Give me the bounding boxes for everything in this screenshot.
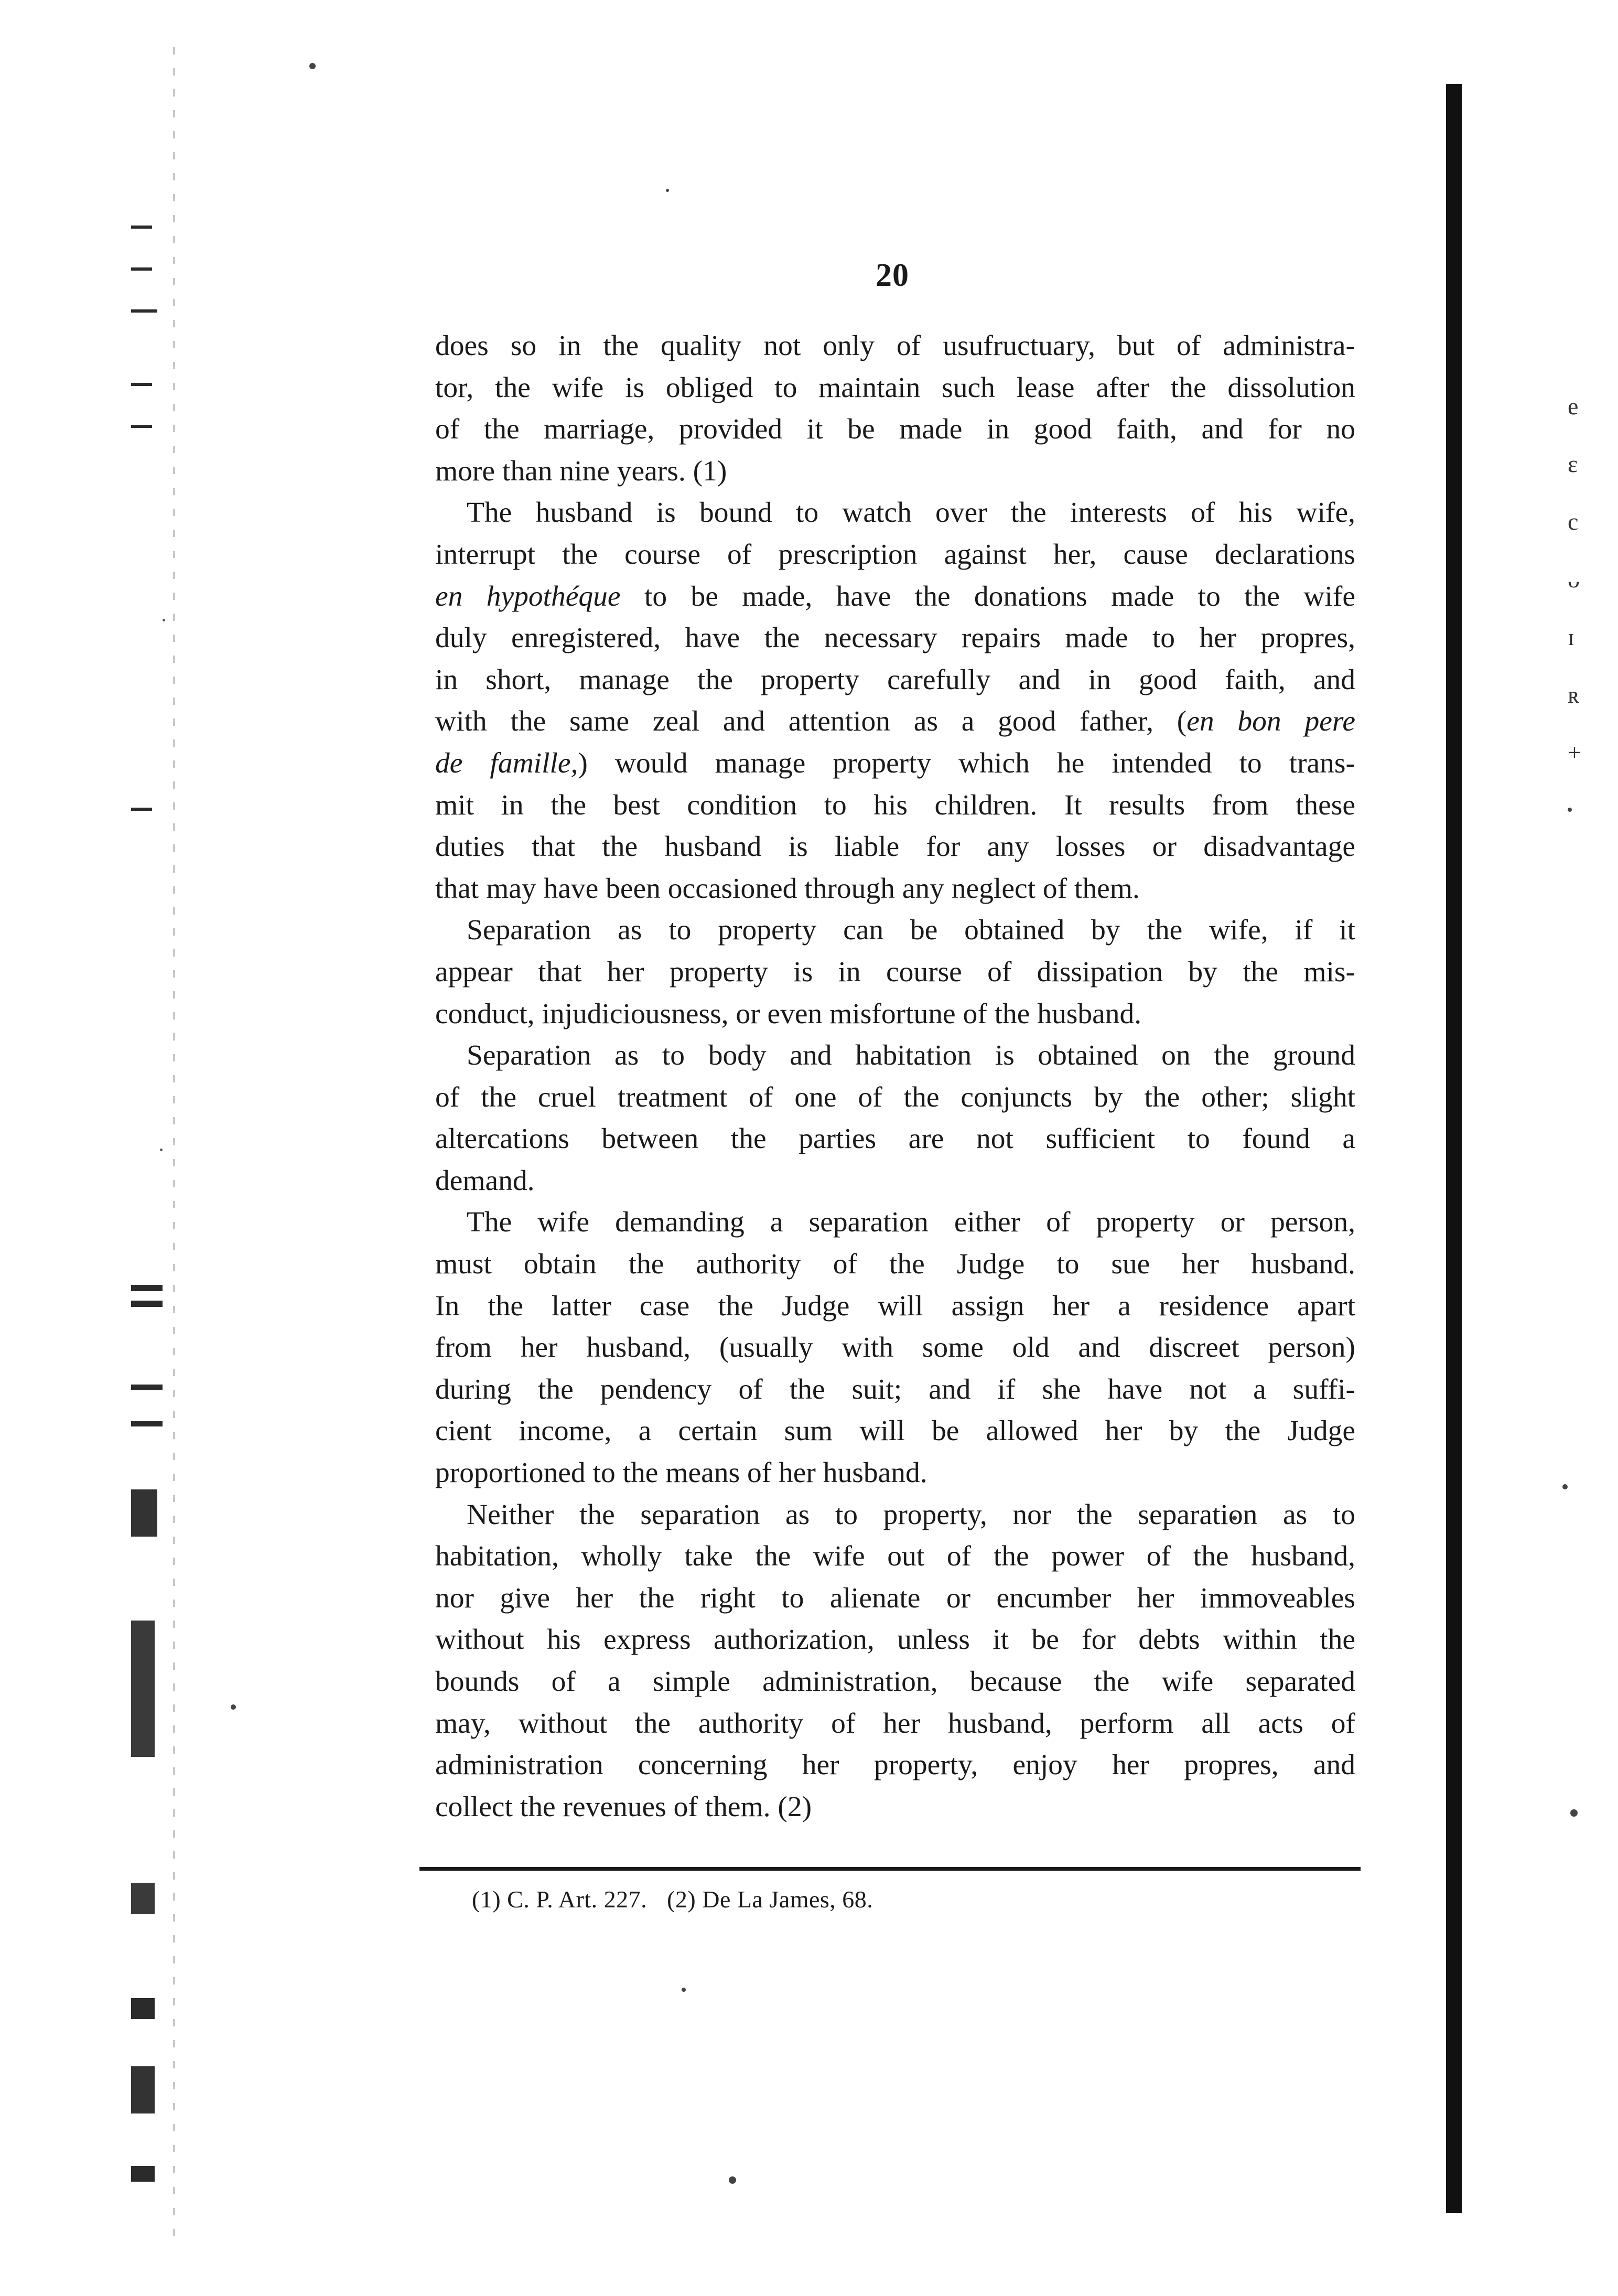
page-edge-shadow (1446, 84, 1462, 2213)
bleed-char: ε (1568, 450, 1578, 477)
text-line: Separation as to body and habitation is obtained on the ground (467, 1039, 1355, 1072)
dust-speck (1568, 808, 1572, 812)
dust-speck (1570, 1809, 1578, 1817)
footnote-2: (2) De La James, 68. (667, 1886, 873, 1913)
text-line: from her husband, (usually with some old and discreet person) (435, 1332, 1355, 1364)
text-line: of the cruel treatment of one of the conjuncts by the other; slight (435, 1081, 1355, 1113)
text-line (435, 743, 1355, 785)
gutter-mark (131, 425, 152, 428)
text-line: collect the revenues of them. (2) (435, 1790, 812, 1823)
binding-thread-artifact (173, 47, 175, 2245)
text-line: conduct, injudiciousness, or even misfortune of the husband. (435, 997, 1142, 1030)
bleed-char: ɪ (1568, 624, 1574, 650)
gutter-mark (131, 226, 152, 229)
text-line: habitation, wholly take the wife out of the power of the husband, (435, 1540, 1355, 1573)
gutter-mark (131, 1285, 163, 1291)
bleed-through-text (1568, 378, 1589, 781)
page-number: 20 (876, 258, 909, 293)
text-line: tor, the wife is obliged to maintain such lease after the dissolution (435, 371, 1355, 404)
text-line: during the pendency of the suit; and if she have not a suffi- (435, 1373, 1355, 1406)
text-line: In the latter case the Judge will assign her a residence apart (435, 1290, 1355, 1322)
text-line: cient income, a certain sum will be allowed her by the Judge (435, 1415, 1355, 1447)
italic-phrase: en bon pere (1186, 705, 1355, 738)
dust-speck (682, 1988, 686, 1992)
text-fragment: with the same zeal and attention as a good father, ( (435, 705, 1187, 738)
text-line: The wife demanding a separation either of property or person, (467, 1206, 1355, 1239)
text-line: nor give her the right to alienate or encumber her immoveables (435, 1582, 1355, 1614)
gutter-mark (131, 383, 152, 386)
italic-phrase: en hypothéque (435, 580, 621, 613)
text-line: in short, manage the property carefully and in good faith, and (435, 663, 1355, 696)
text-line (435, 576, 1355, 618)
dust-speck (729, 2176, 736, 2184)
gutter-mark (131, 1421, 163, 1426)
footnotes (472, 1883, 887, 1916)
text-line: must obtain the authority of the Judge to sue her husband. (435, 1248, 1355, 1281)
body-text (435, 325, 1355, 1828)
gutter-mark (131, 309, 157, 313)
text-line: proportioned to the means of her husband. (435, 1457, 927, 1489)
text-line: administration concerning her property, enjoy her propres, and (435, 1749, 1355, 1782)
footnote-1: (1) C. P. Art. 227. (472, 1886, 648, 1913)
footnote-divider (419, 1867, 1361, 1871)
bleed-char: ᴗ (1568, 566, 1580, 593)
bleed-char: ʀ (1568, 681, 1580, 708)
text-line: mit in the best condition to his children. It results from these (435, 789, 1355, 821)
gutter-speck (163, 619, 165, 621)
text-line: does so in the quality not only of usufructuary, but of administra- (435, 330, 1355, 362)
text-line: duly enregistered, have the necessary repairs made to her propres, (435, 622, 1355, 655)
gutter-mark (131, 1998, 155, 2019)
bleed-char: e (1568, 393, 1579, 420)
gutter-mark (131, 2066, 155, 2113)
text-fragment: to be made, have the donations made to the wife (620, 580, 1355, 613)
scan-gutter-artifact (110, 47, 189, 2245)
gutter-mark (131, 808, 152, 811)
gutter-speck (160, 1149, 163, 1151)
gutter-mark (131, 1301, 163, 1307)
bleed-char: + (1568, 739, 1581, 766)
text-line: duties that the husband is liable for any losses or disadvantage (435, 831, 1355, 863)
text-line: Neither the separation as to property, nor the separation as to (467, 1498, 1355, 1531)
text-line: interrupt the course of prescription against her, cause declarations (435, 538, 1355, 571)
text-line: may, without the authority of her husband, perform all acts of (435, 1707, 1355, 1740)
text-line: that may have been occasioned through any neglect of them. (435, 872, 1140, 905)
text-line: appear that her property is in course of dissipation by the mis- (435, 956, 1355, 988)
gutter-mark (131, 1883, 155, 1914)
dust-speck (666, 189, 669, 192)
dust-speck (309, 63, 316, 69)
text-line: without his express authorization, unless it be for debts within the (435, 1624, 1355, 1656)
gutter-mark (131, 1489, 157, 1537)
text-line: The husband is bound to watch over the interests of his wife, (467, 497, 1355, 529)
text-line: bounds of a simple administration, because the wife separated (435, 1666, 1355, 1698)
gutter-mark (131, 267, 152, 271)
gutter-mark (131, 1621, 155, 1757)
gutter-mark (131, 2166, 155, 2182)
text-line: of the marriage, provided it be made in good faith, and for no (435, 413, 1355, 446)
text-line (435, 701, 1355, 743)
dust-speck (1562, 1484, 1568, 1489)
text-fragment: ) would manage property which he intended to trans- (578, 747, 1355, 779)
dust-speck (231, 1704, 236, 1710)
italic-phrase: de famille, (435, 747, 578, 779)
text-line: Separation as to property can be obtained by the wife, if it (467, 914, 1355, 947)
gutter-mark (131, 1385, 163, 1390)
text-line: demand. (435, 1164, 535, 1197)
text-line: altercations between the parties are not sufficient to found a (435, 1123, 1355, 1155)
bleed-char: c (1568, 508, 1579, 535)
text-line: more than nine years. (1) (435, 455, 727, 487)
